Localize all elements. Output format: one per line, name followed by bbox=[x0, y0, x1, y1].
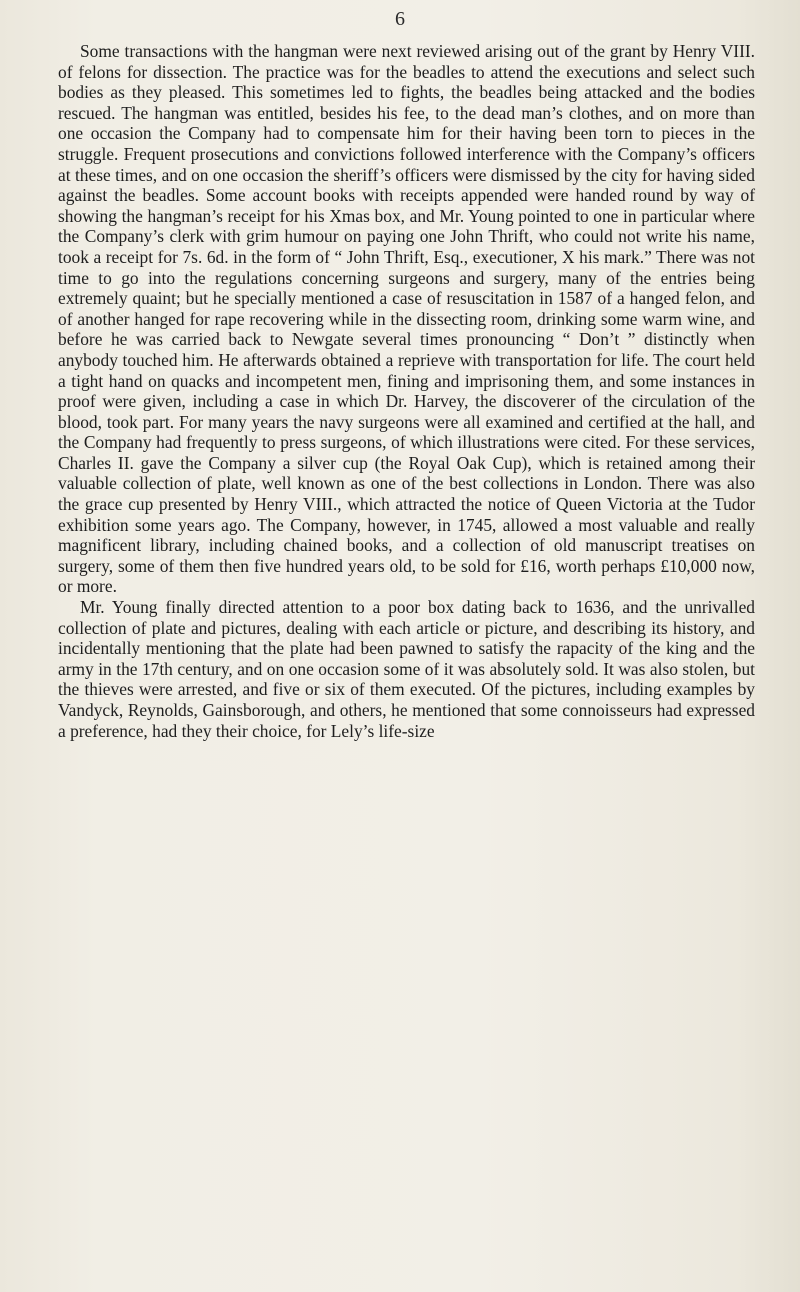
body-text bbox=[58, 41, 755, 741]
paragraph-2: Mr. Young finally directed attention to a poor box dating back to 1636, and the unrivalled collection of plate and pictures, dealing with each article or picture, and describing its history, and incidentally mentioning that the plate had been pawned to satisfy the rapacity of the king and the army in the 17th century, and on one occasion some of it was absolutely sold. It was also stolen, but the thieves were arrested, and five or six of them executed. Of the pictures, including examples by Vandyck, Reynolds, Gainsborough, and others, he mentioned that some connoisseurs had expressed a preference, had they their choice, for Lely’s life-size bbox=[58, 597, 755, 741]
paragraph-1: Some transactions with the hangman were next reviewed arising out of the grant by Henry VIII. of felons for dissection. The practice was for the beadles to attend the executions and select such bodies as they pleased. This sometimes led to fights, the beadles being attacked and the bodies rescued. The hangman was entitled, besides his fee, to the dead man’s clothes, and on more than one occasion the Company had to compensate him for their having been torn to pieces in the struggle. Frequent prosecutions and convictions followed interference with the Company’s officers at these times, and on one occasion the sheriff’s officers were dismissed by the city for having sided against the beadles. Some account books with receipts appended were handed round by way of showing the hangman’s receipt for his Xmas box, and Mr. Young pointed to one in particular where the Company’s clerk with grim humour on paying one John Thrift, who could not write his name, took a receipt for 7s. 6d. in the form of “ John Thrift, Esq., executioner, X his mark.” There was not time to go into the regulations concerning surgeons and surgery, many of the entries being extremely quaint; but he specially mentioned a case of resuscitation in 1587 of a hanged felon, and of another hanged for rape recovering while in the dissecting room, drinking some warm wine, and before he was carried back to Newgate several times pronouncing “ Don’t ” distinctly when anybody touched him. He afterwards obtained a reprieve with transportation for life. The court held a tight hand on quacks and incompetent men, fining and imprisoning them, and some instances in proof were given, including a case in which Dr. Harvey, the discoverer of the circulation of the blood, took part. For many years the navy surgeons were all examined and certified at the hall, and the Company had frequently to press surgeons, of which illustrations were cited. For these services, Charles II. gave the Company a silver cup (the Royal Oak Cup), which is retained among their valuable collection of plate, well known as one of the best collections in London. There was also the grace cup presented by Henry VIII., which attracted the notice of Queen Victoria at the Tudor exhibition some years ago. The Company, however, in 1745, allowed a most valuable and really magnificent library, including chained books, and a collection of old manuscript treatises on surgery, some of them then five hundred years old, to be sold for £16, worth perhaps £10,000 now, or more. bbox=[58, 41, 755, 597]
page-number: 6 bbox=[395, 8, 405, 30]
